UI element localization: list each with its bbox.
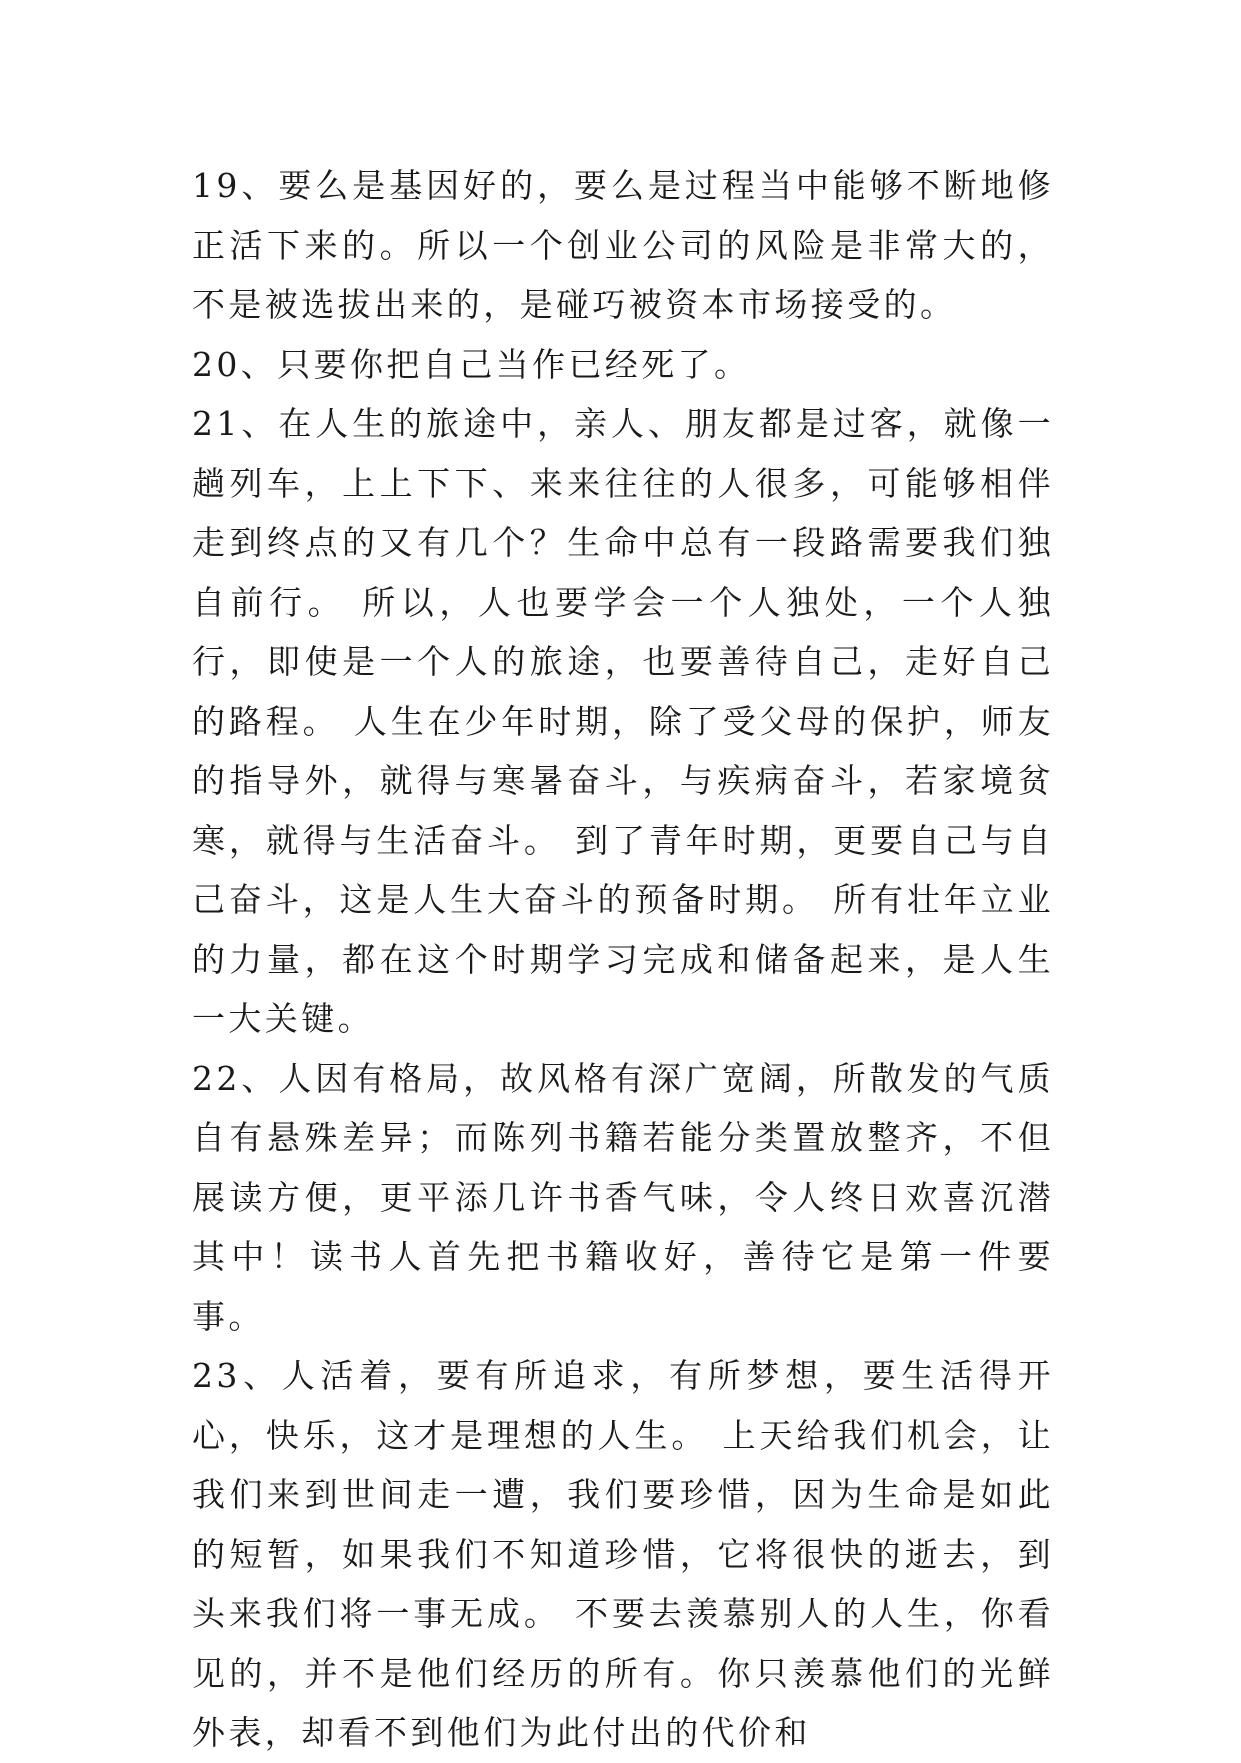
paragraph-22: 22、人因有格局，故风格有深广宽阔，所散发的气质自有悬殊差异；而陈列书籍若能分类置放整齐，不但展读方便，更平添几许书香气味，令人终日欢喜沉潜其中！读书人首先把书籍收好，善待它是第一件要事。 [192, 1058, 1054, 1336]
paragraph-23: 23、人活着，要有所追求，有所梦想，要生活得开心，快乐，这才是理想的人生。 上天给我们机会，让我们来到世间走一遭，我们要珍惜，因为生命是如此的短暂，如果我们不知道珍惜，它将很快的逝去，到头来我们将一事无成。 不要去羡慕别人的人生，你看见的，并不是他们经历的所有。你只羡慕他们的光鲜外表，却看不到他们为此付出的代价和 [192, 1356, 1054, 1752]
document-body [192, 156, 1054, 1763]
paragraph-20: 20、只要你把自己当作已经死了。 [192, 344, 751, 384]
paragraph-21: 21、在人生的旅途中，亲人、朋友都是过客，就像一趟列车，上上下下、来来往往的人很多，可能够相伴走到终点的又有几个？生命中总有一段路需要我们独自前行。 所以，人也要学会一个人独处，一个人独行，即使是一个人的旅途，也要善待自己，走好自己的路程。 人生在少年时期，除了受父母的保护，师友的指导外，就得与寒暑奋斗，与疾病奋斗，若家境贫寒，就得与生活奋斗。 到了青年时期，更要自己与自己奋斗，这是人生大奋斗的预备时期。 所有壮年立业的力量，都在这个时期学习完成和储备起来，是人生一大关键。 [192, 404, 1054, 1038]
paragraph-19: 19、要么是基因好的，要么是过程当中能够不断地修正活下来的。所以一个创业公司的风险是非常大的，不是被选拔出来的，是碰巧被资本市场接受的。 [192, 166, 1054, 324]
